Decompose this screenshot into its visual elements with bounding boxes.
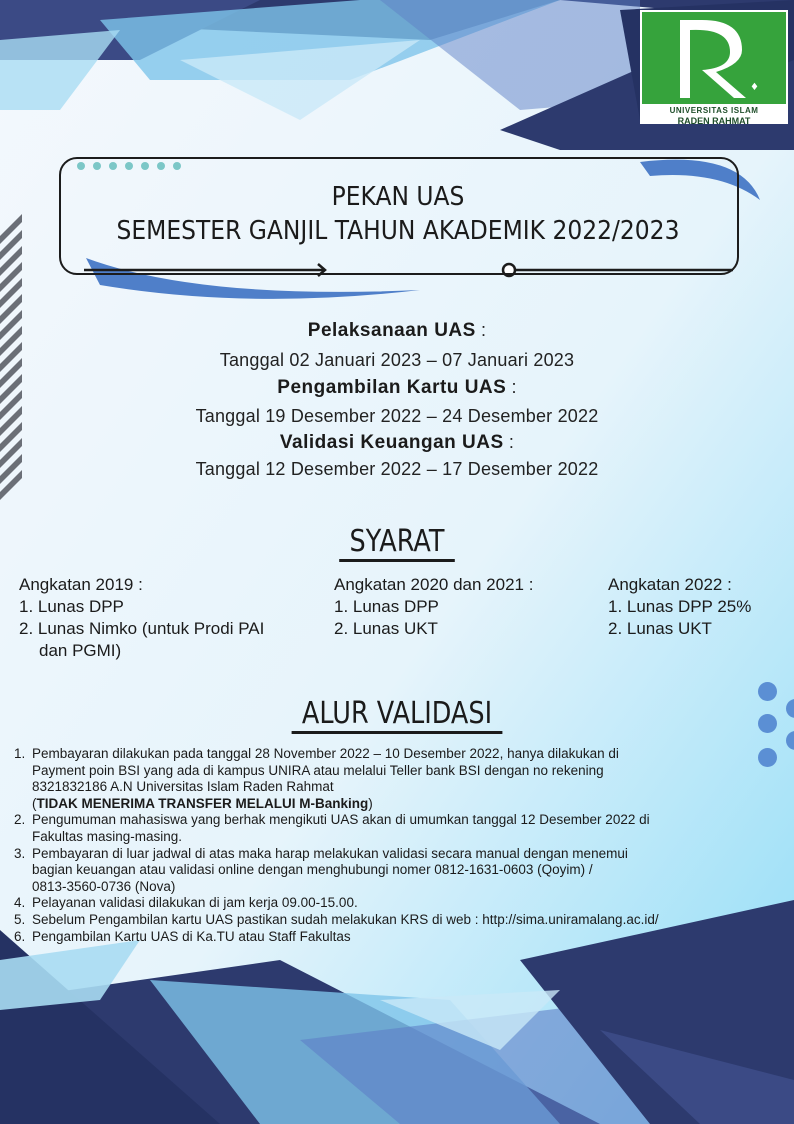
alur-validasi-list — [14, 746, 774, 945]
syarat-group-2020-2021: Angkatan 2020 dan 2021 : 1. Lunas DPP 2. Lunas UKT — [334, 574, 604, 640]
list-item: dan PGMI) — [39, 641, 122, 660]
schedule-date-2: Tanggal 19 Desember 2022 – 24 Desember 2022 — [195, 406, 599, 426]
syarat-group-2019: Angkatan 2019 : 1. Lunas DPP 2. Lunas Nimko (untuk Prodi PAI dan PGMI) — [19, 574, 329, 662]
syarat-heading: SYARAT — [60, 524, 735, 559]
schedule-date-3: Tanggal 12 Desember 2022 – 17 Desember 2022 — [195, 459, 599, 479]
list-item: 4. Pelayanan validasi dilakukan di jam kerja 09.00-15.00. — [14, 895, 358, 911]
list-item: 2. Lunas UKT — [608, 619, 712, 638]
schedule-label-3: Validasi Keuangan UAS : — [279, 432, 515, 453]
list-item: 1. Lunas DPP — [19, 597, 124, 616]
list-item: 2. Pengumuman mahasiswa yang berhak mengikuti UAS akan di umumkan tanggal 12 Desember 2022 di Fakultas masing-masing. — [14, 812, 650, 844]
list-item: 2. Lunas Nimko (untuk Prodi PAI — [19, 619, 265, 638]
schedule-label-1: Pelaksanaan UAS : — [307, 320, 487, 341]
page-title — [94, 180, 702, 248]
title-line1: PEKAN UAS — [331, 182, 465, 212]
list-item: 1. Pembayaran dilakukan pada tanggal 28 November 2022 – 10 Desember 2022, hanya dilakukan di Payment poin BSI yang ada di kampus UNIRA atau melalui Teller bank BSI dengan no rekening 8321832186 A.N Universitas Islam Raden Rahmat (TIDAK MENERIMA TRANSFER MELALUI M-Banking) — [14, 746, 619, 811]
svg-text:♦: ♦ — [750, 82, 759, 93]
university-logo — [640, 10, 788, 124]
syarat-group-2022: Angkatan 2022 : 1. Lunas DPP 25% 2. Lunas UKT — [608, 574, 788, 640]
decor-dot — [758, 682, 777, 701]
schedule-label-2: Pengambilan Kartu UAS : — [277, 377, 517, 398]
title-line2: SEMESTER GANJIL TAHUN AKADEMIK 2022/2023 — [116, 216, 680, 246]
list-item: 1. Lunas DPP 25% — [608, 597, 752, 616]
list-item: 3. Pembayaran di luar jadwal di atas maka harap melakukan validasi secara manual dengan menemui bagian keuangan atau validasi online dengan menghubungi nomer 0812-1631-0603 (Qoyim) / 0813-3560-0736 (Nova) — [14, 845, 628, 894]
decor-dot — [758, 714, 777, 733]
logo-emblem — [642, 12, 786, 104]
list-item: 2. Lunas UKT — [334, 619, 438, 638]
list-item: 6. Pengambilan Kartu UAS di Ka.TU atau Staff Fakultas — [14, 928, 351, 944]
list-item: 1. Lunas DPP — [334, 597, 439, 616]
logo-text-line2: RADEN RAHMAT — [677, 116, 751, 126]
alur-validasi-heading: ALUR VALIDASI — [60, 696, 735, 731]
list-item: 5. Sebelum Pengambilan kartu UAS pastikan sudah melakukan KRS di web : http://sima.uniramalang.ac.id/ — [14, 912, 774, 929]
schedule-date-1: Tanggal 02 Januari 2023 – 07 Januari 2023 — [219, 350, 575, 370]
sima-link: Sebelum Pengambilan kartu UAS pastikan sudah melakukan KRS di web : http://sima.uniramalang.ac.id/ — [32, 911, 659, 927]
logo-text-line1: UNIVERSITAS ISLAM — [669, 106, 759, 115]
